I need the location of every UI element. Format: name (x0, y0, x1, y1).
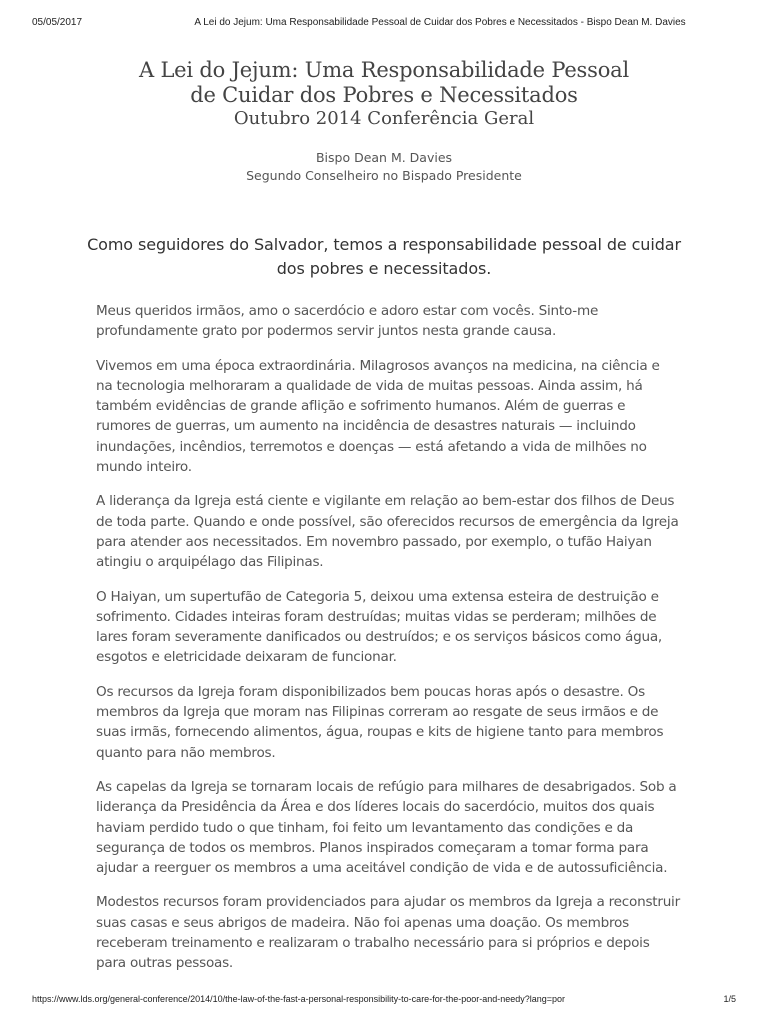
print-header (0, 17, 768, 31)
author-name: Bispo Dean M. Davies (315, 150, 453, 165)
article-title-line-2: de Cuidar dos Pobres e Necessitados (190, 83, 578, 107)
page-number: 1/5 (723, 994, 736, 1004)
print-footer (0, 994, 768, 1008)
body-paragraph: A liderança da Igreja está ciente e vigilante em relação ao bem-estar dos filhos de Deus de toda parte. Quando e onde possível, são oferecidos recursos de emergência da Igreja para atender aos necessitados. Em novembro passado, por exemplo, o tufão Haiyan atingiu o arquipélago das Filipinas. (96, 493, 679, 571)
body-paragraph: Os recursos da Igreja foram disponibilizados bem poucas horas após o desastre. Os membros da Igreja que moram nas Filipinas correram ao resgate de seus irmãos e de suas irmãs, fornecendo alimentos, água, roupas e kits de higiene tanto para membros quanto para não membros. (96, 683, 664, 761)
article-body (96, 301, 680, 988)
body-paragraph: Meus queridos irmãos, amo o sacerdócio e adoro estar com vocês. Sinto-me profundamente grato por podermos servir juntos nesta grande causa. (96, 303, 599, 340)
body-paragraph: Vivemos em uma época extraordinária. Milagrosos avanços na medicina, na ciência e na tecnologia melhoraram a qualidade de vida de muitas pessoas. Ainda assim, há também evidências de grande aflição e sofrimento humanos. Além de guerras e rumores de guerras, um aumento na incidência de desastres naturais — incluindo inundações, incêndios, terremotos e doenças — está afetando a vida de milhões no mundo inteiro. (96, 357, 660, 476)
body-paragraph: Modestos recursos foram providenciados para ajudar os membros da Igreja a reconstruir suas casas e seus abrigos de madeira. Não foi apenas uma doação. Os membros receberam treinamento e realizaram o trabalho necessário para si próprios e depois para outras pessoas. (96, 894, 680, 972)
print-date: 05/05/2017 (32, 17, 83, 28)
author-calling: Segundo Conselheiro no Bispado Presidente (246, 168, 522, 183)
article-kicker: Como seguidores do Salvador, temos a responsabilidade pessoal de cuidar dos pobres e necessitados. (87, 235, 681, 278)
body-paragraph: As capelas da Igreja se tornaram locais de refúgio para milhares de desabrigados. Sob a liderança da Presidência da Área e dos líderes locais do sacerdócio, muitos dos quais haviam perdido tudo o que tinham, foi feito um levantamento das condições e da segurança de todos os membros. Planos inspirados começaram a tomar forma para ajudar a reerguer os membros a uma aceitável condição de vida e de autossuficiência. (96, 778, 677, 877)
author-block (0, 149, 768, 185)
print-document-title: A Lei do Jejum: Uma Responsabilidade Pessoal de Cuidar dos Pobres e Necessitados - Bispo Dean M. Davies (194, 17, 686, 28)
article-title (0, 58, 768, 108)
article-title-block (0, 58, 768, 130)
print-source-url: https://www.lds.org/general-conference/2014/10/the-law-of-the-fast-a-personal-responsibility-to-care-for-the-poor-and-needy?lang=por (32, 994, 566, 1004)
conference-subtitle: Outubro 2014 Conferência Geral (233, 108, 535, 129)
article-title-line-1: A Lei do Jejum: Uma Responsabilidade Pessoal (139, 58, 629, 82)
body-paragraph: O Haiyan, um supertufão de Categoria 5, deixou uma extensa esteira de destruição e sofrimento. Cidades inteiras foram destruídas; muitas vidas se perderam; milhões de lares foram severamente danificados ou destruídos; e os serviços básicos como água, esgotos e eletricidade deixaram de funcionar. (96, 588, 663, 666)
